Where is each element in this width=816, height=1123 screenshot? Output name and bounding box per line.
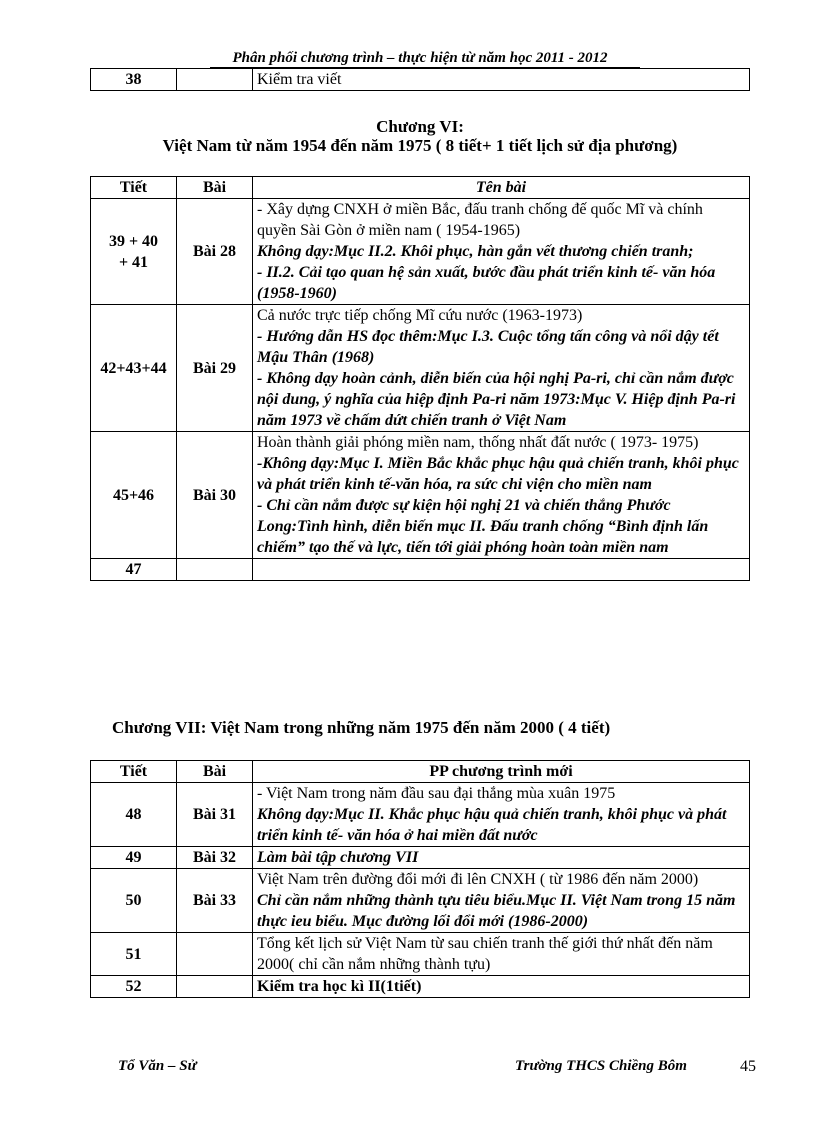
- bai-cell: Bài 28: [177, 199, 253, 305]
- content-line: Tổng kết lịch sử Việt Nam từ sau chiến tranh thế giới thứ nhất đến năm 2000( chỉ cần nắm những thành tựu): [257, 935, 713, 973]
- content-line: Chỉ cần nắm những thành tựu tiêu biểu.Mục II. Việt Nam trong 15 năm thực ieu biểu. Mục đường lối đổi mới (1986-2000): [257, 892, 736, 930]
- chapter6-title: Chương VI:: [376, 117, 464, 136]
- table-row: [91, 69, 750, 91]
- ten-cell: [253, 847, 750, 869]
- bai-cell: Bài 33: [177, 869, 253, 933]
- ten-cell: [253, 432, 750, 559]
- table-row: [91, 933, 750, 976]
- bai-cell: Bài 31: [177, 783, 253, 847]
- table-row: [91, 976, 750, 998]
- content-line: Việt Nam trên đường đổi mới đi lên CNXH ( từ 1986 đến năm 2000): [257, 871, 699, 888]
- tiet-cell: 45+46: [91, 432, 177, 559]
- bai-cell: [177, 976, 253, 998]
- content-line: Không dạy:Mục II.2. Khôi phục, hàn gắn vết thương chiến tranh;: [257, 243, 694, 260]
- content-line: - Chỉ cần nắm được sự kiện hội nghị 21 và chiến thắng Phước Long:Tình hình, diễn biến mục II. Đấu tranh chống “Bình định lấn chiếm” tạo thế và lực, tiến tới giải phóng hoàn toàn miền nam: [257, 497, 709, 556]
- table-row: [91, 559, 750, 581]
- tiet-cell: 51: [91, 933, 177, 976]
- tiet-cell: 52: [91, 976, 177, 998]
- tiet-cell: 50: [91, 869, 177, 933]
- ten-cell: [253, 199, 750, 305]
- content-line: - Không dạy hoàn cảnh, diễn biến của hội nghị Pa-ri, chỉ cần nắm được nội dung, ý nghĩa của hiệp định Pa-ri năm 1973:Mục V. Hiệp định Pa-ri năm 1973 về chấm dứt chiến tranh ở Việt Nam: [257, 370, 736, 429]
- content-line: - Xây dựng CNXH ở miền Bắc, đấu tranh chống đế quốc Mĩ và chính quyền Sài Gòn ở miền nam ( 1954-1965): [257, 201, 703, 239]
- footer-department: Tổ Văn – Sử: [118, 1058, 197, 1074]
- chapter7-title: Chương VII: Việt Nam trong những năm 1975 đến năm 2000 ( 4 tiết): [112, 718, 611, 737]
- ten-cell: [253, 933, 750, 976]
- chapter6-subtitle: Việt Nam từ năm 1954 đến năm 1975 ( 8 tiết+ 1 tiết lịch sử địa phương): [162, 136, 678, 155]
- ten-cell: [253, 869, 750, 933]
- bai-cell: Bài 32: [177, 847, 253, 869]
- content-line: - Hướng dẫn HS đọc thêm:Mục I.3. Cuộc tổng tấn công và nổi dậy tết Mậu Thân (1968): [257, 328, 719, 366]
- chapter6-table: [90, 176, 750, 581]
- content-line: -Không dạy:Mục I. Miền Bắc khắc phục hậu quả chiến tranh, khôi phục và phát triển kinh tế-văn hóa, ra sức chi viện cho miền nam: [257, 455, 739, 493]
- table-row: [91, 432, 750, 559]
- col-header-ten: Tên bài: [253, 177, 750, 199]
- page-number: 45: [740, 1058, 756, 1075]
- content-line: - Việt Nam trong năm đầu sau đại thắng mùa xuân 1975: [257, 785, 616, 802]
- col-header-bai: Bài: [177, 761, 253, 783]
- chapter7-table: [90, 760, 750, 998]
- content-line: - II.2. Cải tạo quan hệ sản xuất, bước đầu phát triển kinh tế- văn hóa (1958-1960): [257, 264, 716, 302]
- content-line: Hoàn thành giải phóng miền nam, thống nhất đất nước ( 1973- 1975): [257, 434, 699, 451]
- table-row: [91, 199, 750, 305]
- bai-cell: [177, 559, 253, 581]
- col-header-tiet: Tiết: [91, 177, 177, 199]
- footer-school: Trường THCS Chiềng Bôm: [515, 1058, 687, 1074]
- table-row: [91, 869, 750, 933]
- col-header-bai: Bài: [177, 177, 253, 199]
- ten-cell: [253, 976, 750, 998]
- ten-cell: [253, 783, 750, 847]
- table-row: [91, 847, 750, 869]
- table-row: [91, 305, 750, 432]
- bai-cell: [177, 933, 253, 976]
- tiet-cell: 39 + 40 + 41: [91, 199, 177, 305]
- bai-cell: Bài 30: [177, 432, 253, 559]
- ten-cell: [253, 305, 750, 432]
- tiet-cell: 42+43+44: [91, 305, 177, 432]
- bai-cell: [177, 69, 253, 91]
- table-header-row: [91, 177, 750, 199]
- content-line: Cả nước trực tiếp chống Mĩ cứu nước (1963-1973): [257, 307, 583, 324]
- top-table: [90, 68, 750, 91]
- table-row: [91, 783, 750, 847]
- table-header-row: [91, 761, 750, 783]
- ten-cell: Kiểm tra viết: [253, 69, 750, 91]
- bai-cell: Bài 29: [177, 305, 253, 432]
- col-header-tiet: Tiết: [91, 761, 177, 783]
- tiet-cell: 38: [91, 69, 177, 91]
- tiet-cell: 48: [91, 783, 177, 847]
- tiet-cell: 49: [91, 847, 177, 869]
- col-header-ten: PP chương trình mới: [253, 761, 750, 783]
- content-line: Không dạy:Mục II. Khắc phục hậu quả chiến tranh, khôi phục và phát triển kinh tế- văn hóa ở hai miền đất nước: [257, 806, 727, 844]
- content-line: Kiểm tra học kì II(1tiết): [257, 978, 422, 995]
- tiet-cell: 47: [91, 559, 177, 581]
- content-line: Làm bài tập chương VII: [257, 849, 419, 866]
- page-header: Phân phối chương trình – thực hiện từ năm học 2011 - 2012: [90, 50, 750, 67]
- ten-cell: [253, 559, 750, 581]
